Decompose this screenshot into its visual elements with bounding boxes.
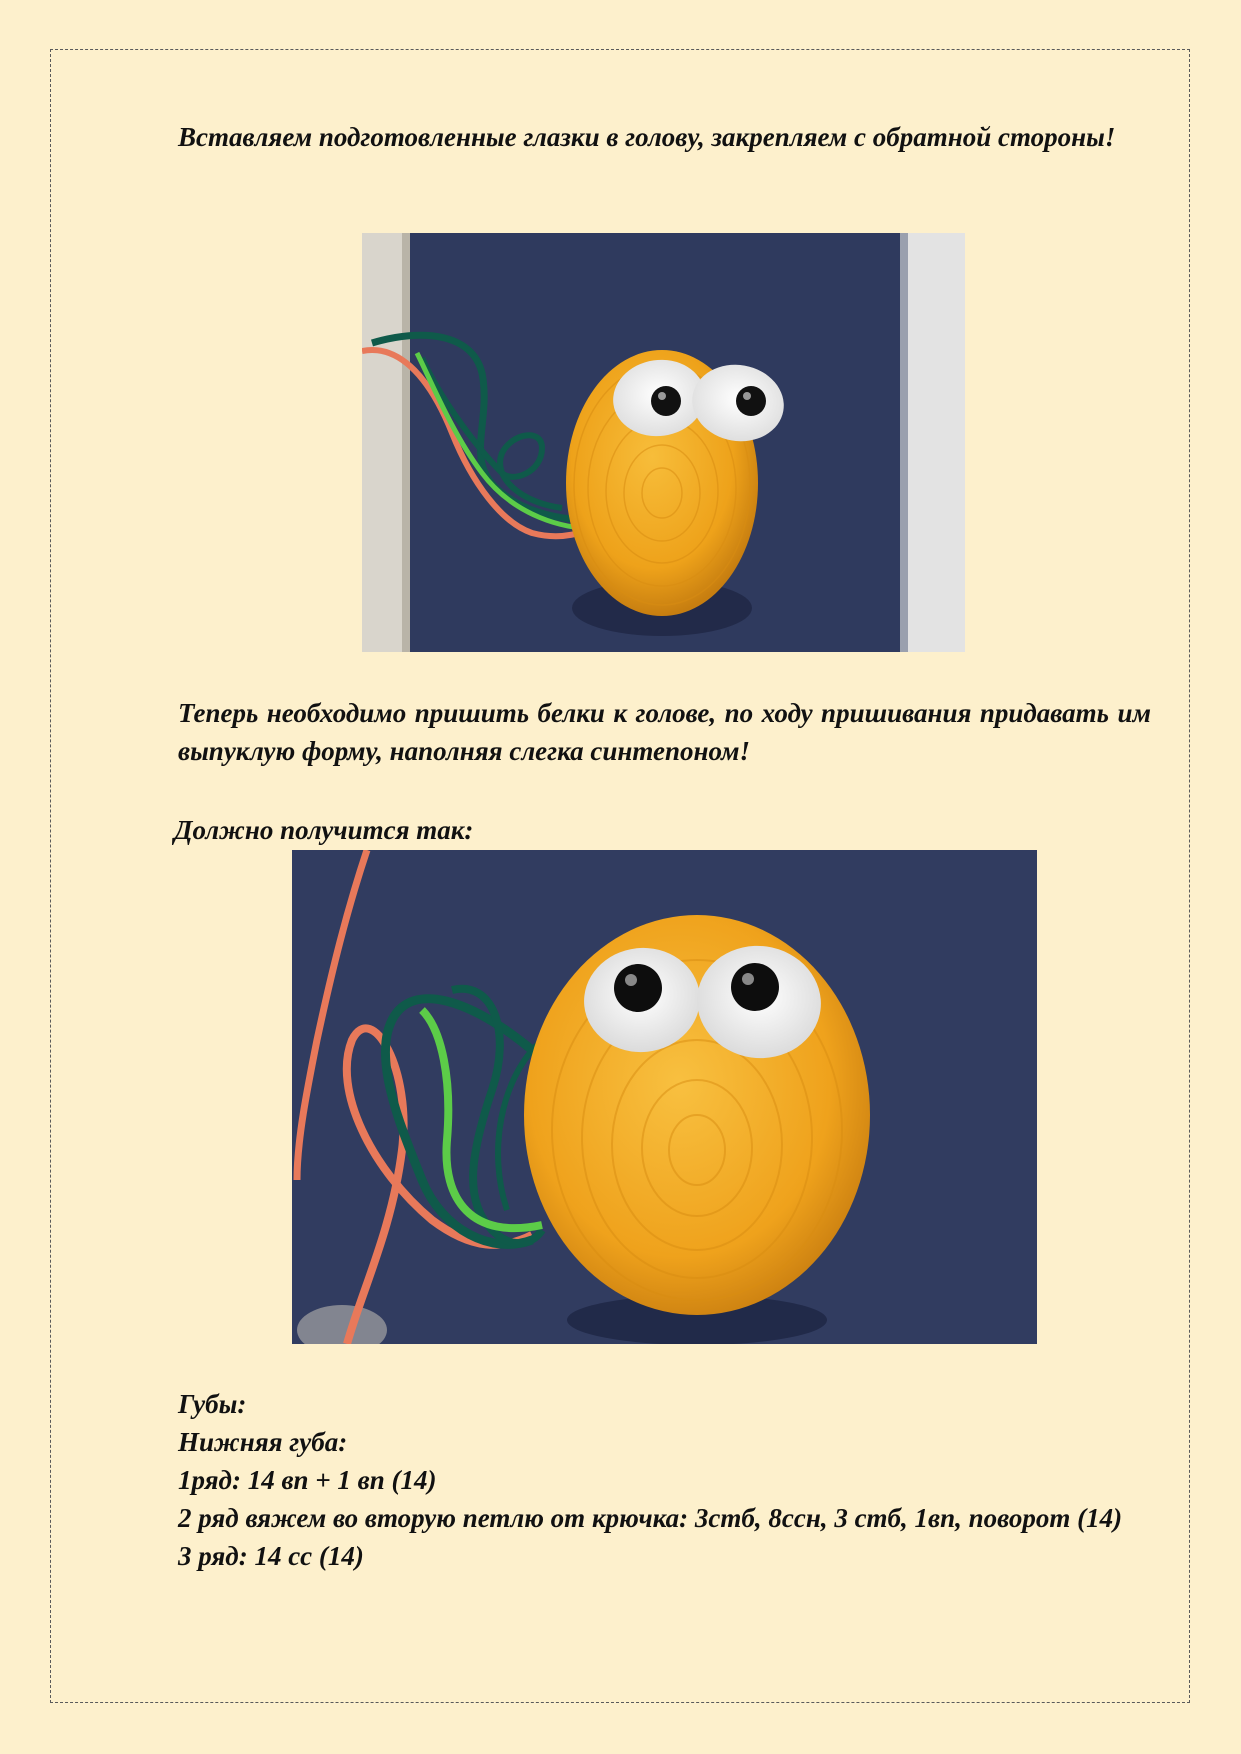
lips-row-1: 1ряд: 14 вп + 1 вп (14) [178,1465,437,1495]
lower-lip-subtitle: Нижняя губа: [178,1427,348,1457]
photo-crochet-head-with-eyes [362,233,965,652]
lips-title: Губы: [178,1389,247,1419]
caption-should-look-like: Должно получится так: [174,815,474,845]
lips-instructions [178,1385,1151,1575]
lips-row-3: 3 ряд: 14 сс (14) [178,1541,364,1571]
instruction-paragraph-1: Вставляем подготовленные глазки в голову, закрепляем с обратной стороны! [178,122,1116,152]
instruction-paragraph-2: Теперь необходимо пришить белки к голове, по ходу пришивания придавать им выпуклую форму, наполняя слегка синтепоном! [178,698,1151,766]
lips-row-2: 2 ряд вяжем во вторую петлю от крючка: 3стб, 8ссн, 3 стб, 1вп, поворот (14) [178,1503,1123,1533]
photo-crochet-head-closeup [292,850,1037,1344]
